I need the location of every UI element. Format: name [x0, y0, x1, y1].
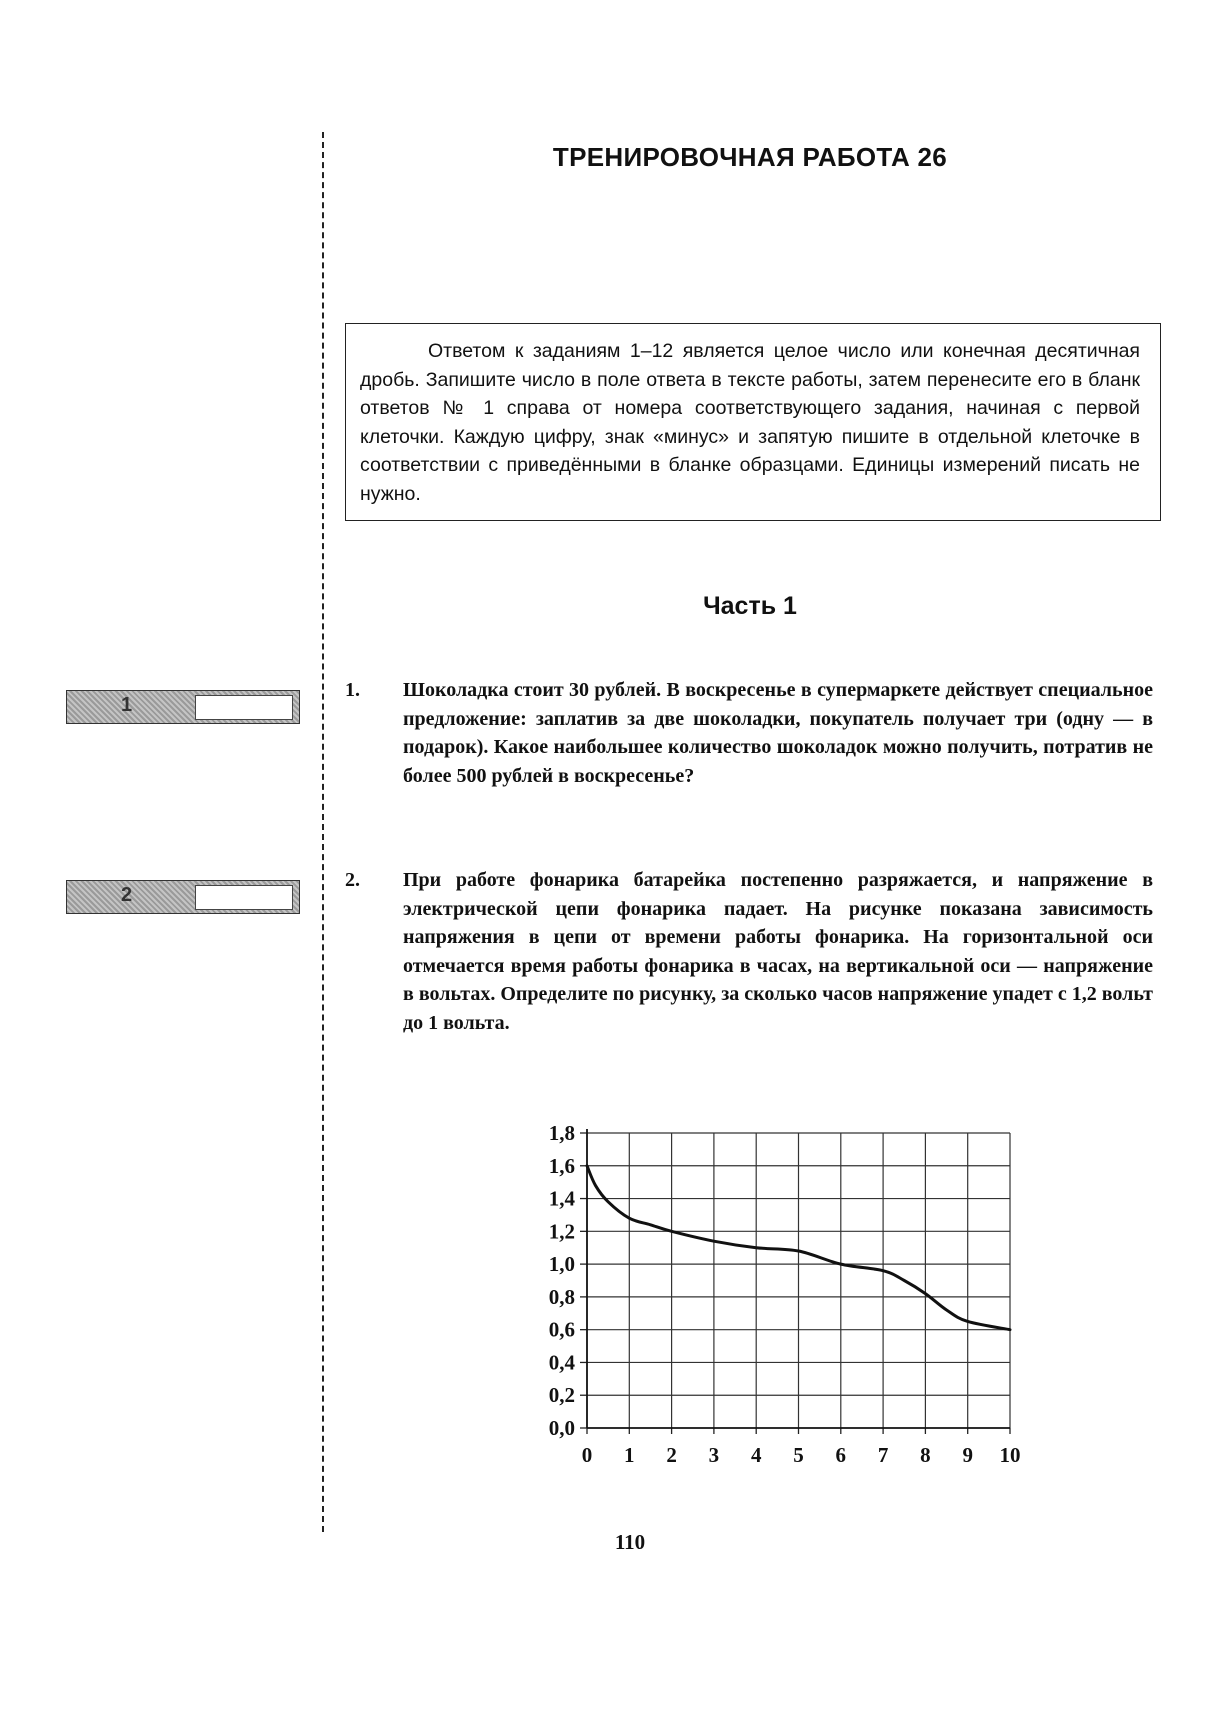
- y-tick-label: 1,0: [548, 1252, 575, 1277]
- page-title: ТРЕНИРОВОЧНАЯ РАБОТА 26: [552, 142, 948, 172]
- task-text: Шоколадка стоит 30 рублей. В воскресенье в супермаркете действует специальное предложение: заплатив за две шоколадки, покупатель получает три (одну — в подарок). Какое наибольшее количество шоколадок можно получить, потратив не более 500 рублей в воскресенье?: [403, 679, 1153, 787]
- y-tick-label: 0,0: [548, 1416, 575, 1440]
- task-text: При работе фонарика батарейка постепенно разряжается, и напряжение в электрической цепи фонарика падает. На рисунке показана зависимость напряжения в цепи от времени работы фонарика. На горизонтальной оси отмечается время работы фонарика в часах, на вертикальной оси — напряжение в вольтах. Определите по рисунку, за сколько часов напряжение упадет с 1,2 вольт до 1 вольта.: [403, 869, 1153, 1034]
- answer-field-1[interactable]: [195, 695, 293, 720]
- task-number: 1.: [345, 679, 360, 701]
- task-1: [345, 676, 1153, 790]
- x-tick-label: 10: [999, 1443, 1021, 1467]
- voltage-chart: [520, 1115, 1040, 1495]
- instructions-box: Ответом к заданиям 1–12 является целое число или конечная десятичная дробь. Запишите число в поле ответа в тексте работы, затем перенесите его в бланк ответов № 1 справа от номера соответствующего задания, начиная с первой клеточки. Каждую цифру, знак «минус» и запятую пишите в отдельной клеточке в соответствии с приведёнными в бланке образцами. Единицы измерений писать не нужно.: [345, 323, 1161, 521]
- y-tick-label: 0,8: [548, 1284, 575, 1309]
- y-tick-label: 1,2: [548, 1219, 575, 1244]
- x-tick-label: 0: [581, 1443, 593, 1467]
- y-tick-label: 1,4: [548, 1186, 575, 1211]
- x-tick-label: 4: [750, 1443, 762, 1467]
- task-2: [345, 866, 1153, 1037]
- y-tick-label: 1,6: [548, 1153, 575, 1178]
- x-tick-label: 5: [793, 1443, 804, 1467]
- answer-box-number: 1: [121, 694, 133, 716]
- answer-field-2[interactable]: [195, 885, 293, 910]
- y-tick-label: 0,2: [548, 1383, 575, 1408]
- x-tick-label: 9: [962, 1443, 973, 1467]
- x-tick-label: 3: [708, 1443, 720, 1467]
- x-tick-label: 8: [920, 1443, 931, 1467]
- x-tick-label: 2: [666, 1443, 677, 1467]
- y-tick-label: 0,6: [548, 1317, 575, 1342]
- y-tick-label: 1,8: [548, 1121, 575, 1145]
- y-tick-label: 0,4: [548, 1350, 575, 1375]
- x-tick-label: 7: [877, 1443, 889, 1467]
- answer-box-2: [66, 880, 300, 914]
- part-title: Часть 1: [703, 592, 797, 620]
- page-number: 110: [614, 1530, 646, 1554]
- task-number: 2.: [345, 869, 360, 891]
- x-tick-label: 6: [835, 1443, 847, 1467]
- cut-line: [322, 132, 324, 1532]
- answer-box-1: [66, 690, 300, 724]
- x-tick-label: 1: [624, 1443, 635, 1467]
- answer-box-number: 2: [121, 884, 133, 906]
